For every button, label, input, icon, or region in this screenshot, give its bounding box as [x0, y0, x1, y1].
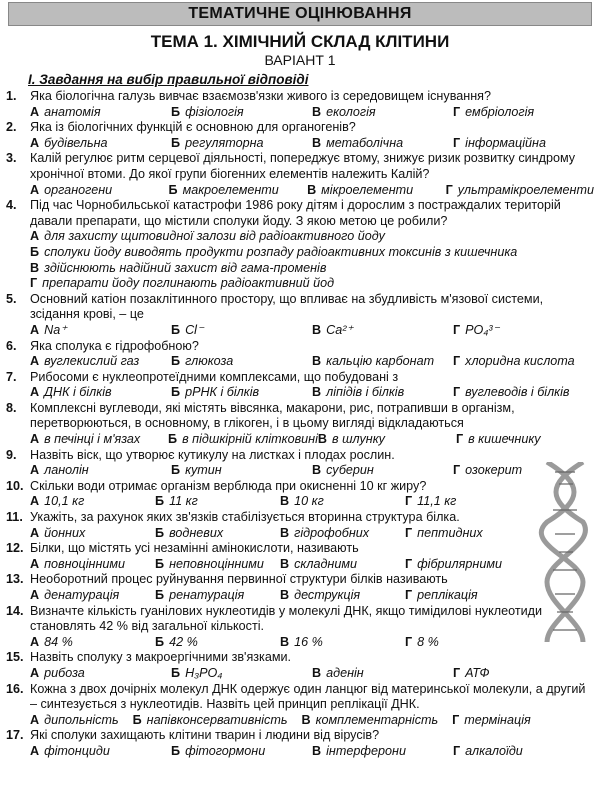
answer-text: термінація [464, 712, 531, 727]
answer-text: Na⁺ [44, 322, 67, 337]
question-9 [6, 448, 594, 479]
answer-option[interactable] [30, 183, 169, 199]
answer-option[interactable] [405, 557, 530, 573]
answer-letter: А [30, 322, 40, 337]
question-number: 1. [6, 89, 17, 103]
question-text: Калій регулює ритм серцевої діяльності, попереджує втому, знижує ризик розвитку синдрому хронічної втоми. До якої групи біогенних елементів належить Калій? [30, 151, 576, 181]
answer-text: PO₄³⁻ [465, 322, 500, 337]
answer-text: в підшкірній клітковині [182, 432, 318, 447]
answer-letter: В [312, 354, 322, 369]
answer-option[interactable] [312, 666, 453, 682]
answer-letter: В [312, 322, 322, 337]
answer-letter: В [312, 743, 322, 758]
question-text: Яка сполука є гідрофобною? [30, 338, 199, 353]
answer-option[interactable] [171, 323, 312, 339]
answer-text: сполуки йоду виводять продукти розпаду радіоактивних токсинів з кишечника [44, 244, 518, 259]
answer-option[interactable] [30, 494, 155, 510]
answer-option[interactable] [312, 744, 453, 760]
answer-text: Ca²⁺ [326, 322, 354, 337]
question-number: 10. [6, 478, 24, 493]
answer-letter: А [30, 354, 40, 369]
answer-text: пептидних [417, 525, 483, 540]
answer-option[interactable] [405, 588, 530, 604]
answer-text: 10,1 кг [44, 494, 85, 509]
answer-text: рибоза [44, 665, 85, 680]
question-stem [6, 541, 594, 557]
answer-text: фібрилярними [417, 556, 502, 571]
variant-label: ВАРІАНТ 1 [264, 52, 336, 68]
question-number: 15. [6, 650, 24, 665]
answer-option[interactable] [30, 105, 171, 121]
answer-letter: Б [155, 525, 165, 540]
answer-letter: В [317, 432, 328, 447]
answer-letter: А [30, 712, 40, 727]
answer-option[interactable] [30, 744, 171, 760]
answer-letter: Б [171, 665, 181, 680]
answer-letter: В [307, 182, 317, 197]
answer-option[interactable] [171, 105, 312, 121]
answer-letter: В [312, 385, 322, 400]
question-stem [6, 448, 594, 464]
answer-letter: В [312, 104, 322, 119]
answer-letter: А [30, 743, 40, 758]
answer-letter: Б [168, 182, 178, 197]
answer-letter: Б [168, 432, 178, 447]
question-text: Необоротний процес руйнування первинної структури білків називають [30, 572, 448, 587]
answer-text: ренатурація [169, 588, 245, 602]
answer-option[interactable] [312, 385, 453, 401]
answer-letter: Г [453, 463, 461, 478]
question-list [6, 89, 594, 760]
answer-text: препарати йоду поглинають радіоактивний йод [42, 276, 335, 291]
answer-text: інтерферони [326, 743, 406, 758]
answer-options [6, 526, 530, 542]
answer-text: реплікація [417, 588, 478, 602]
answer-letter: Г [30, 276, 38, 291]
answer-text: вуглеводів і білків [465, 385, 570, 400]
question-10 [6, 479, 594, 510]
question-12 [6, 541, 594, 572]
answer-option[interactable] [155, 526, 280, 542]
question-13 [6, 572, 594, 603]
answer-option[interactable] [453, 105, 594, 121]
answer-text: фітогормони [185, 743, 266, 758]
answer-option[interactable] [312, 354, 453, 370]
answer-text: ДНК і білків [44, 385, 112, 400]
question-stem [6, 370, 594, 386]
answer-letter: Б [155, 494, 165, 509]
answer-text: макроелементи [182, 182, 279, 197]
answer-option[interactable] [155, 557, 280, 573]
answer-text: неповноцінними [169, 556, 264, 571]
answer-letter: А [30, 525, 40, 540]
answer-option[interactable] [453, 385, 594, 401]
question-number: 8. [6, 400, 17, 415]
answer-letter: Б [171, 354, 181, 369]
question-text: Яка із біологічних функцій є основною для органогенів? [30, 120, 356, 135]
answer-options [6, 463, 594, 479]
page-title: ТЕМА 1. ХІМІЧНИЙ СКЛАД КЛІТИНИ [150, 32, 450, 51]
answer-letter: Б [171, 385, 181, 400]
question-text: Основний катіон позаклітинного простору, що впливає на збудливість м'язової системи, зсідання крові, – це [30, 291, 544, 322]
section-banner: ТЕМАТИЧНЕ ОЦІНЮВАННЯ [8, 2, 592, 26]
answer-letter: Б [171, 743, 181, 758]
answer-text: рРНК і білків [185, 385, 260, 400]
question-stem [6, 682, 594, 713]
answer-letter: А [30, 494, 40, 509]
answer-letter: А [30, 385, 40, 400]
question-7 [6, 370, 594, 401]
answer-option[interactable] [405, 494, 530, 510]
answer-option[interactable] [456, 432, 594, 448]
answer-option[interactable] [405, 635, 530, 651]
question-11 [6, 510, 594, 541]
answer-text: в шлунку [332, 432, 385, 447]
answer-text: 8 % [417, 634, 439, 649]
answer-option[interactable] [30, 261, 594, 277]
answer-options [6, 744, 594, 760]
answer-letter: Г [405, 588, 413, 602]
answer-text: дипольність [44, 712, 119, 727]
answer-option[interactable] [30, 463, 171, 479]
answer-letter: Г [405, 556, 413, 571]
answer-text: регуляторна [185, 135, 264, 150]
answer-options [6, 432, 594, 448]
answer-options [6, 354, 594, 370]
answer-text: хлоридна кислота [465, 354, 575, 369]
dna-helix-illustration [535, 462, 595, 642]
answer-text: фітонциди [44, 743, 110, 758]
question-text: Комплексні вуглеводи, які містять вівсянка, макарони, рис, потрапивши в організм, перетворюються, в основному, в глікоген, і в цьому вигляді відкладаються [30, 400, 515, 431]
answer-letter: Б [155, 556, 165, 571]
answer-options [6, 136, 594, 152]
answer-option[interactable] [280, 526, 405, 542]
question-text: Під час Чорнобильської катастрофи 1986 року дітям і дорослим з постраждалих територій давали препарати, що містили сполуки йоду. З якою метою це робили? [30, 198, 561, 228]
answer-text: складними [294, 556, 357, 571]
answer-option[interactable] [30, 635, 155, 651]
question-text: Скільки води отримає організм верблюда при окисненні 10 кг жиру? [30, 478, 427, 493]
answer-letter: А [30, 104, 40, 119]
answer-letter: А [30, 634, 40, 649]
question-text: Яка біологічна галузь вивчає взаємозв'язки живого із середовищем існування? [30, 89, 491, 103]
answer-letter: В [312, 665, 322, 680]
answer-text: екологія [326, 104, 376, 119]
question-number: 13. [6, 572, 24, 587]
question-text: Укажіть, за рахунок яких зв'язків стабілізується вторинна структура білка. [30, 510, 460, 525]
answer-text: 84 % [44, 634, 73, 649]
answer-options [6, 494, 530, 510]
question-16 [6, 682, 594, 729]
question-number: 14. [6, 603, 24, 618]
answer-text: кальцію карбонат [326, 354, 435, 369]
question-5 [6, 292, 594, 339]
question-stem [6, 604, 594, 635]
answer-options [6, 323, 594, 339]
answer-text: 11,1 кг [417, 494, 457, 509]
answer-text: озокерит [465, 463, 523, 478]
answer-option[interactable] [453, 354, 594, 370]
question-stem [6, 292, 594, 323]
answer-option[interactable] [312, 136, 453, 152]
answer-text: фізіологія [185, 104, 244, 119]
answer-option[interactable] [301, 713, 438, 729]
question-number: 2. [6, 120, 17, 135]
answer-option[interactable] [452, 713, 531, 729]
question-number: 11. [6, 510, 23, 525]
answer-text: 10 кг [294, 494, 324, 509]
answer-option[interactable] [280, 494, 405, 510]
question-stem [6, 198, 594, 229]
answer-letter: А [30, 463, 40, 478]
question-stem [6, 151, 594, 182]
question-stem [6, 401, 594, 432]
question-stem [6, 89, 594, 105]
answer-option[interactable] [30, 588, 155, 604]
question-stem [6, 572, 594, 588]
question-number: 16. [6, 681, 24, 696]
answer-letter: Б [171, 463, 181, 478]
answer-option[interactable] [155, 588, 280, 604]
answer-text: H₃PO₄ [185, 665, 223, 680]
answer-option[interactable] [30, 245, 594, 261]
answer-text: 42 % [169, 634, 198, 649]
answer-option[interactable] [453, 666, 594, 682]
question-number: 9. [6, 447, 17, 462]
answer-option[interactable] [171, 354, 312, 370]
answer-letter: А [30, 432, 40, 447]
answer-text: аденін [326, 665, 364, 680]
answer-option[interactable] [280, 557, 405, 573]
answer-text: деструкція [294, 588, 361, 602]
answer-letter: В [280, 556, 290, 571]
answer-letter: Г [445, 182, 453, 197]
answer-option[interactable] [169, 183, 308, 199]
answer-option[interactable] [171, 744, 312, 760]
question-number: 4. [6, 198, 17, 213]
answer-letter: Б [30, 244, 40, 259]
question-17 [6, 728, 594, 759]
answer-text: ліпідів і білків [326, 385, 405, 400]
answer-option[interactable] [453, 136, 594, 152]
answer-text: метаболічна [326, 135, 404, 150]
answer-option[interactable] [30, 229, 594, 245]
question-number: 12. [6, 541, 24, 556]
answer-option[interactable] [30, 354, 171, 370]
answer-letter: Г [453, 104, 461, 119]
answer-text: йонних [44, 525, 86, 540]
answer-letter: А [30, 229, 40, 244]
answer-text: інформаційна [465, 135, 546, 150]
answer-options [6, 557, 530, 573]
answer-option[interactable] [155, 635, 280, 651]
answer-letter: Г [453, 665, 461, 680]
question-1 [6, 89, 594, 120]
answer-text: ембріологія [465, 104, 535, 119]
answer-option[interactable] [171, 136, 312, 152]
answer-letter: Г [453, 354, 461, 369]
answer-letter: Г [455, 432, 464, 447]
answer-letter: Б [155, 588, 165, 602]
answer-letter: В [312, 135, 322, 150]
answer-text: здійснюють надійний захист від гама-променів [44, 260, 327, 275]
answer-options [6, 666, 594, 682]
answer-options [6, 713, 594, 729]
answer-letter: В [280, 588, 290, 602]
answer-letter: В [30, 260, 40, 275]
answer-text: напівконсервативність [146, 712, 288, 727]
answer-text: алкалоїди [465, 743, 523, 758]
question-stem [6, 510, 594, 526]
question-4 [6, 198, 594, 292]
question-3 [6, 151, 594, 198]
answer-text: вуглекислий газ [44, 354, 140, 369]
answer-text: Cl⁻ [185, 322, 204, 337]
answer-text: 11 кг [169, 494, 198, 509]
answer-letter: Г [453, 385, 461, 400]
answer-option[interactable] [405, 526, 530, 542]
answer-text: АТФ [465, 665, 490, 680]
answer-letter: А [30, 182, 40, 197]
question-number: 6. [6, 338, 17, 353]
question-14 [6, 604, 594, 651]
answer-text: в печінці і м'язах [44, 432, 141, 447]
question-text: Назвіть сполуку з макроергічними зв'язками. [30, 650, 292, 665]
question-stem [6, 650, 594, 666]
answer-letter: Г [452, 712, 460, 727]
answer-text: ланолін [44, 463, 89, 478]
question-number: 5. [6, 291, 17, 306]
answer-text: будівельна [44, 135, 108, 150]
question-stem [6, 479, 594, 495]
answer-option[interactable] [133, 713, 288, 729]
answer-text: мікроелементи [321, 182, 414, 197]
answer-option[interactable] [171, 385, 312, 401]
answer-letter: В [301, 712, 311, 727]
answer-text: суберин [326, 463, 374, 478]
question-stem [6, 728, 594, 744]
question-stem [6, 120, 594, 136]
answer-text: 16 % [294, 634, 323, 649]
answer-option[interactable] [312, 463, 453, 479]
answer-letter: А [30, 588, 40, 602]
answer-letter: А [30, 665, 40, 680]
question-text: Білки, що містять усі незамінні амінокислоти, називають [30, 541, 359, 556]
question-text: Кожна з двох дочірніх молекул ДНК одержує один ланцюг від материнської молекули, а другий – синтезується з нуклеотидів. Назвіть цей принцип реплікації ДНК. [30, 681, 586, 712]
answer-text: глюкоза [185, 354, 234, 369]
answer-letter: Б [171, 104, 181, 119]
question-text: Визначте кількість гуанілових нуклеотидів у молекулі ДНК, якщо тимідилові нуклеотиди становлять 42 % від загальної кількості. [30, 603, 543, 634]
answer-text: ультрамікроелементи [457, 182, 594, 197]
answer-option[interactable] [30, 276, 594, 292]
answer-text: комплементарність [315, 712, 439, 727]
answer-option[interactable] [318, 432, 456, 448]
answer-letter: Б [171, 322, 181, 337]
answer-options [6, 588, 530, 604]
answer-letter: Г [405, 494, 413, 509]
answer-option[interactable] [30, 557, 155, 573]
answer-option[interactable] [30, 432, 168, 448]
answer-letter: В [280, 634, 290, 649]
answer-option[interactable] [453, 744, 594, 760]
question-8 [6, 401, 594, 448]
answer-option[interactable] [30, 526, 155, 542]
answer-option[interactable] [312, 105, 453, 121]
answer-option[interactable] [171, 463, 312, 479]
answer-options [6, 229, 594, 291]
answer-text: в кишечнику [468, 432, 541, 447]
question-text: Рибосоми є нуклеопротеїдними комплексами, що побудовані з [30, 369, 399, 384]
answer-option[interactable] [30, 323, 171, 339]
answer-option[interactable] [30, 666, 171, 682]
answer-options [6, 385, 594, 401]
answer-text: гідрофобних [294, 525, 370, 540]
answer-text: для захисту щитовидної залози від радіоактивного йоду [44, 229, 385, 244]
question-6 [6, 339, 594, 370]
question-number: 3. [6, 151, 17, 166]
question-stem [6, 339, 594, 355]
answer-letter: Б [132, 712, 142, 727]
answer-letter: Г [453, 135, 461, 150]
answer-option[interactable] [30, 385, 171, 401]
answer-letter: В [280, 494, 290, 509]
section-heading: І. Завдання на вибір правильної відповіді [28, 72, 309, 87]
answer-letter: Г [453, 322, 461, 337]
answer-option[interactable] [280, 588, 405, 604]
answer-option[interactable] [30, 713, 119, 729]
answer-option[interactable] [312, 323, 453, 339]
answer-option[interactable] [446, 183, 594, 199]
answer-option[interactable] [30, 136, 171, 152]
question-15 [6, 650, 594, 681]
question-text: Назвіть віск, що утворює кутикулу на листках і плодах рослин. [30, 447, 395, 462]
answer-option[interactable] [453, 323, 594, 339]
answer-text: водневих [169, 525, 224, 540]
answer-letter: В [312, 463, 322, 478]
answer-text: кутин [185, 463, 222, 478]
answer-text: анатомія [44, 104, 101, 119]
question-number: 7. [6, 369, 17, 384]
question-text: Які сполуки захищають клітини тварин і людини від вірусів? [30, 728, 380, 743]
answer-option[interactable] [307, 183, 446, 199]
answer-text: денатурація [44, 588, 120, 602]
answer-letter: Г [453, 743, 461, 758]
question-2 [6, 120, 594, 151]
answer-letter: Г [405, 525, 413, 540]
answer-option[interactable] [168, 432, 318, 448]
answer-options [6, 183, 594, 199]
answer-letter: А [30, 556, 40, 571]
answer-options [6, 635, 530, 651]
answer-letter: Г [405, 634, 413, 649]
answer-letter: Б [171, 135, 181, 150]
answer-option[interactable] [171, 666, 312, 682]
answer-text: повноцінними [44, 556, 126, 571]
answer-letter: В [280, 525, 290, 540]
question-number: 17. [6, 728, 24, 743]
answer-letter: Б [155, 634, 165, 649]
answer-letter: А [30, 135, 40, 150]
answer-option[interactable] [280, 635, 405, 651]
answer-text: органогени [44, 182, 113, 197]
answer-option[interactable] [155, 494, 280, 510]
answer-options [6, 105, 594, 121]
